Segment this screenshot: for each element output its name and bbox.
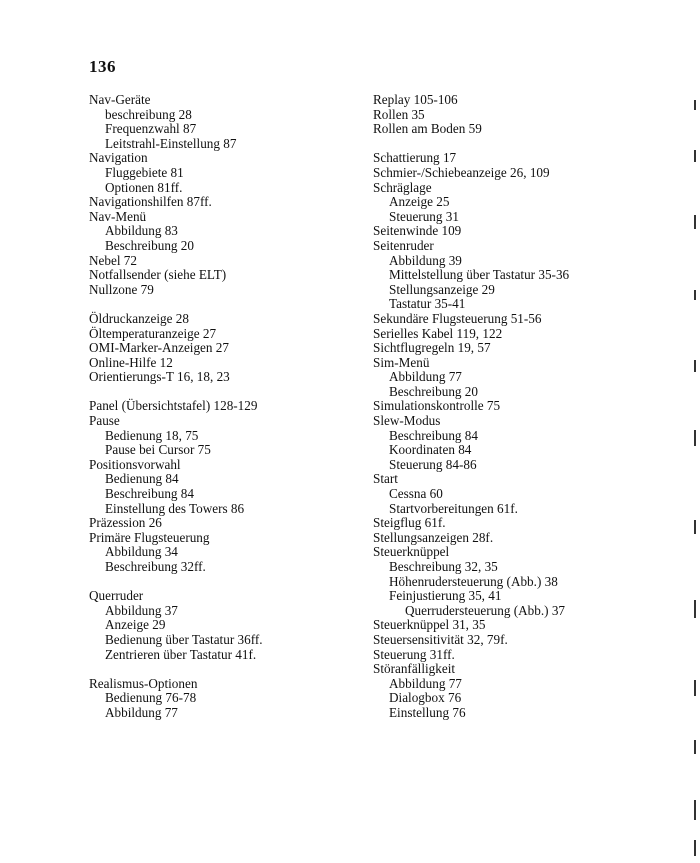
index-entry: Steuerknüppel (373, 544, 450, 560)
index-subentry: Cessna 60 (389, 486, 443, 502)
index-spacer (373, 137, 673, 152)
index-entry: Rollen 35 (373, 106, 425, 122)
index-entry: Störanfälligkeit (373, 661, 456, 677)
index-subentry: Abbildung 77 (105, 704, 178, 720)
index-subentry: Zentrieren über Tastatur 41f. (105, 646, 257, 662)
index-subentry: Abbildung 39 (389, 252, 462, 268)
index-entry: Sekundäre Flugsteuerung 51-56 (373, 310, 542, 326)
edge-mark (694, 680, 696, 696)
edge-mark (694, 740, 696, 754)
index-entry: Rollen am Boden 59 (373, 121, 482, 137)
index-subentry: Startvorbereitungen 61f. (389, 500, 518, 516)
index-spacer (89, 297, 349, 312)
index-entry: Seitenruder (373, 237, 434, 253)
index-subentry: Optionen 81ff. (105, 179, 183, 195)
index-spacer (89, 662, 349, 677)
index-entry: Start (373, 471, 398, 487)
index-subentry: Einstellung des Towers 86 (105, 500, 245, 516)
index-entry: Nav-Geräte (89, 92, 151, 107)
index-entry: Replay 105-106 (373, 92, 458, 107)
edge-mark (694, 430, 696, 446)
index-entry: Panel (Übersichtstafel) 128-129 (89, 398, 258, 414)
index-subentry: Beschreibung 84 (105, 486, 194, 502)
index-entry: Simulationskontrolle 75 (373, 398, 501, 414)
index-subentry: Querrudersteuerung (Abb.) 37 (405, 602, 566, 618)
index-subentry: Frequenzwahl 87 (105, 121, 197, 137)
index-subentry: Anzeige 25 (389, 194, 450, 210)
index-subentry: Beschreibung 84 (389, 427, 478, 443)
edge-mark (694, 600, 696, 618)
index-entry: Steigflug 61f. (373, 515, 446, 531)
index-entry: Seitenwinde 109 (373, 223, 462, 239)
index-entry: Nullzone 79 (89, 281, 154, 297)
index-entry: Nebel 72 (89, 252, 137, 268)
index-entry: Notfallsender (siehe ELT) (89, 267, 227, 283)
index-entry: Slew-Modus (373, 413, 441, 429)
edge-mark (694, 100, 696, 110)
index-entry: Pause (89, 413, 120, 429)
index-column-right (373, 93, 673, 721)
edge-mark (694, 150, 696, 162)
index-subentry: Abbildung 77 (389, 369, 462, 385)
index-subentry: Abbildung 37 (105, 602, 178, 618)
edge-mark (694, 360, 696, 372)
index-entry: Schattierung 17 (373, 150, 457, 166)
index-subentry: Bedienung 18, 75 (105, 427, 199, 443)
index-subentry: Bedienung über Tastatur 36ff. (105, 631, 263, 647)
index-subentry: Beschreibung 20 (105, 237, 194, 253)
index-entry: OMI-Marker-Anzeigen 27 (89, 340, 229, 356)
index-subentry: Steuerung 31 (389, 208, 459, 224)
index-subentry: Beschreibung 32ff. (105, 559, 206, 574)
index-entry: Öldruckanzeige 28 (89, 310, 189, 326)
index-subentry: Höhenrudersteuerung (Abb.) 38 (389, 573, 558, 589)
index-subentry: Bedienung 76-78 (105, 690, 197, 706)
index-entry: Stellungsanzeigen 28f. (373, 529, 494, 545)
edge-mark (694, 520, 696, 534)
index-entry: Schmier-/Schiebeanzeige 26, 109 (373, 164, 550, 180)
index-column-left (89, 93, 349, 721)
index-subentry: beschreibung 28 (105, 106, 192, 122)
index-subentry: Stellungsanzeige 29 (389, 281, 495, 297)
edge-mark (694, 840, 696, 856)
index-entry: Navigation (89, 150, 148, 166)
index-entry: Nav-Menü (89, 208, 147, 224)
index-entry: Primäre Flugsteuerung (89, 529, 210, 545)
index-subentry: Bedienung 84 (105, 471, 179, 487)
index-entry: Steuersensitivität 32, 79f. (373, 631, 508, 647)
index-entry: Öltemperaturanzeige 27 (89, 325, 217, 341)
index-subentry: Mittelstellung über Tastatur 35-36 (389, 267, 570, 283)
index-entry: Sim-Menü (373, 354, 430, 370)
index-subentry: Beschreibung 20 (389, 383, 478, 399)
index-spacer (89, 575, 349, 590)
index-subentry: Abbildung 34 (105, 544, 178, 560)
index-entry: Serielles Kabel 119, 122 (373, 325, 503, 341)
index-subentry: Leitstrahl-Einstellung 87 (105, 135, 237, 151)
index-entry: Positionsvorwahl (89, 456, 181, 472)
index-subentry: Feinjustierung 35, 41 (389, 588, 502, 604)
index-subentry: Koordinaten 84 (389, 442, 472, 458)
index-entry: Steuerung 31ff. (373, 646, 455, 662)
index-entry: Sichtflugregeln 19, 57 (373, 340, 491, 356)
index-entry: Präzession 26 (89, 515, 162, 531)
index-subentry: Anzeige 29 (105, 617, 166, 633)
page-number: 136 (89, 57, 116, 76)
index-entry: Online-Hilfe 12 (89, 354, 173, 370)
index-entry: Querruder (89, 588, 144, 604)
index-entry: Realismus-Optionen (89, 675, 198, 691)
index-subentry: Beschreibung 32, 35 (389, 559, 498, 574)
index-entry: Navigationshilfen 87ff. (89, 194, 212, 210)
index-subentry: Dialogbox 76 (389, 690, 462, 706)
edge-mark (694, 800, 696, 820)
index-subentry: Tastatur 35-41 (389, 296, 466, 312)
index-entry: Steuerknüppel 31, 35 (373, 617, 486, 633)
index-spacer (89, 385, 349, 400)
index-subentry: Abbildung 83 (105, 223, 178, 239)
index-subentry: Fluggebiete 81 (105, 164, 184, 180)
index-entry: Schräglage (373, 179, 432, 195)
edge-mark (694, 290, 696, 300)
index-subentry: Einstellung 76 (389, 704, 466, 720)
index-subentry: Steuerung 84-86 (389, 456, 477, 472)
page-edge-marks (694, 0, 698, 863)
index-subentry: Abbildung 77 (389, 675, 462, 691)
index-entry: Orientierungs-T 16, 18, 23 (89, 369, 230, 385)
edge-mark (694, 215, 696, 229)
index-subentry: Pause bei Cursor 75 (105, 442, 211, 458)
